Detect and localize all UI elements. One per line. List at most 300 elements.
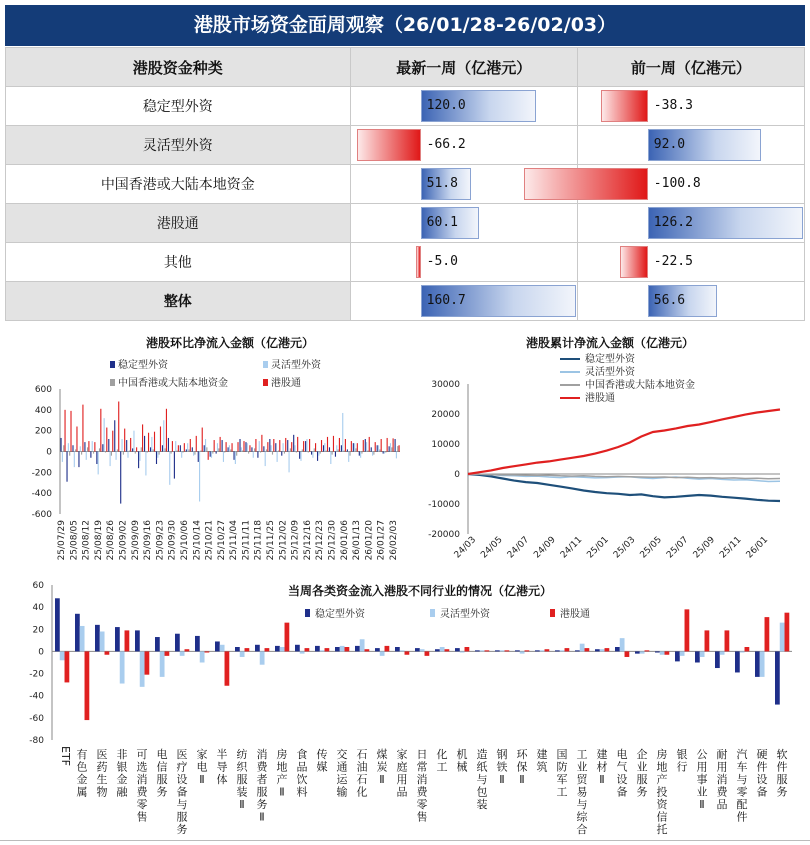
chart2-ytick: -10000 <box>428 500 460 510</box>
chart1-bar <box>347 449 348 451</box>
chart1-bar <box>210 452 211 457</box>
chart3-category-label: 交通运输 <box>336 748 348 799</box>
chart1-bar <box>283 443 284 451</box>
chart3-bar <box>720 651 725 654</box>
chart1-bar <box>395 439 396 452</box>
chart1-legend-label: 灵活型外资 <box>271 360 321 371</box>
chart2-xtick: 25/05 <box>638 535 664 561</box>
chart1-bar <box>64 410 65 452</box>
chart1-bar <box>373 452 374 455</box>
chart2-xtick: 24/09 <box>532 535 558 561</box>
chart1-bar <box>288 452 289 473</box>
chart1-bar <box>317 452 318 461</box>
chart3-category-label: 家庭用品 <box>396 748 408 799</box>
chart3-bar <box>315 646 320 652</box>
chart1-bar <box>216 452 217 454</box>
chart3-legend-swatch <box>430 609 435 617</box>
chart3-bar <box>215 641 220 651</box>
chart3-category-label: 硬件设备 <box>756 748 768 799</box>
chart3-bar <box>600 649 605 651</box>
chart1-bar <box>363 440 364 451</box>
chart1-bar <box>217 443 218 451</box>
chart1-xtick: 25/10/21 <box>204 520 215 561</box>
chart3-bar <box>680 651 685 655</box>
chart1-xtick: 25/08/19 <box>93 520 104 561</box>
chart1-xtick: 26/01/13 <box>352 520 363 561</box>
fund-flow-table <box>5 47 805 321</box>
chart1-bar <box>329 447 330 451</box>
chart3-legend-label: 港股通 <box>560 609 590 620</box>
chart3-bar <box>515 650 520 651</box>
chart3-ytick: -20 <box>29 669 44 680</box>
chart3-ytick: 40 <box>32 603 44 614</box>
chart3-bar <box>280 647 285 651</box>
chart3-category-label: 房地产投资信托 <box>656 748 668 836</box>
row-latest-cell <box>350 87 577 126</box>
chart3-bar <box>620 638 625 651</box>
chart1-bar <box>66 452 67 482</box>
chart3-bar <box>415 648 420 651</box>
chart1-bar <box>299 452 300 459</box>
chart1-bar <box>163 420 164 451</box>
chart1-bar <box>187 443 188 451</box>
chart1-bar <box>389 446 390 451</box>
chart1-bar <box>279 440 280 451</box>
chart3-bar <box>460 651 465 652</box>
chart1-xtick: 25/10/06 <box>179 520 190 561</box>
chart1-bar <box>366 442 367 451</box>
chart1-bar <box>88 441 89 451</box>
chart1-bar <box>321 440 322 451</box>
chart1-bar <box>257 452 258 458</box>
chart2-ytick: 30000 <box>431 380 460 390</box>
chart1-bar <box>311 452 312 455</box>
chart1-bar <box>190 439 191 452</box>
chart1-bar <box>267 442 268 451</box>
chart3-bar <box>560 650 565 651</box>
chart3-category-label: 石油石化 <box>356 748 368 799</box>
chart1-xtick: 25/09/02 <box>118 520 129 561</box>
chart3-bar <box>465 647 470 651</box>
chart3-category-label: 软件服务 <box>776 748 788 799</box>
chart1-bar <box>315 443 316 451</box>
row-latest-value: 60.1 <box>426 215 458 230</box>
chart3-bar <box>760 651 765 676</box>
chart3-bar <box>325 648 330 651</box>
chart1-bar <box>174 452 175 479</box>
chart3-bar <box>160 651 165 676</box>
chart1-bar <box>169 452 170 485</box>
chart1-bar <box>186 449 187 451</box>
chart1-bar <box>92 441 93 451</box>
charts-area <box>0 322 810 842</box>
chart1-xtick: 25/12/02 <box>278 520 289 561</box>
chart3-bar <box>375 648 380 651</box>
chart1-bar <box>372 452 373 456</box>
chart1-legend-label: 稳定型外资 <box>118 360 168 371</box>
chart1-bar <box>162 445 163 451</box>
chart3-category-label: 建筑 <box>536 748 548 774</box>
chart3-category-label: 造纸与包装 <box>476 748 488 811</box>
chart1-bar <box>375 442 376 451</box>
chart3-bar <box>135 630 140 651</box>
chart3-bar <box>105 651 110 654</box>
row-prev-cell <box>577 165 804 204</box>
chart1-bar <box>294 445 295 451</box>
chart1-bar <box>384 452 385 454</box>
chart1-bar <box>198 452 199 462</box>
chart3-bar <box>200 651 205 662</box>
chart1-bar <box>156 452 157 465</box>
chart3-bar <box>345 647 350 651</box>
chart1-bar <box>396 452 397 459</box>
chart1-bar <box>84 442 85 451</box>
row-prev-cell <box>577 126 804 165</box>
chart1-bar <box>135 452 136 454</box>
chart1-bar <box>222 440 223 451</box>
chart1-bar <box>266 449 267 451</box>
chart3-ytick: -80 <box>29 736 44 746</box>
chart3-bar <box>545 649 550 651</box>
chart3-category-label: 医药生物 <box>96 748 108 799</box>
chart1-bar <box>214 440 215 451</box>
chart3-ytick: -40 <box>29 691 44 702</box>
table-row <box>6 243 805 282</box>
chart2-xtick: 26/01 <box>744 535 771 561</box>
chart3-bar <box>485 650 490 651</box>
chart1-bar <box>159 452 160 455</box>
chart1-bar <box>365 439 366 452</box>
chart1-bar <box>105 452 106 453</box>
chart1-bar <box>62 452 63 462</box>
row-prev-cell <box>577 204 804 243</box>
row-category: 其他 <box>6 243 351 282</box>
chart1-bar <box>296 452 297 453</box>
chart3-bar <box>285 623 290 652</box>
chart1-bar <box>123 452 124 455</box>
table-row <box>6 165 805 204</box>
chart3-bar <box>635 651 640 653</box>
chart3-bar <box>240 651 245 657</box>
chart3-bar <box>120 651 125 683</box>
chart3-bar <box>645 650 650 651</box>
chart1-bar <box>106 428 107 452</box>
chart1-bar <box>341 445 342 451</box>
chart1-xtick: 25/12/16 <box>302 520 313 561</box>
chart3-category-label: 工业贸易与综合 <box>576 748 588 836</box>
chart1-bar <box>90 452 91 458</box>
chart2-xtick: 24/05 <box>479 535 505 561</box>
chart1-xtick: 25/07/29 <box>57 520 67 561</box>
negative-bar <box>524 168 648 200</box>
chart1-bar <box>102 444 103 451</box>
chart3-category-label: 公用事业 Ⅱ <box>696 748 708 811</box>
chart1-bar <box>248 452 249 454</box>
chart1-bar <box>378 445 379 451</box>
chart1-bar <box>255 439 256 452</box>
chart1-bar <box>336 445 337 451</box>
chart1-bar <box>318 452 319 456</box>
chart3-ytick: -60 <box>29 713 44 724</box>
chart1-ytick: 200 <box>34 426 52 437</box>
row-latest-cell <box>350 282 577 321</box>
chart1-bar <box>165 448 166 451</box>
chart1-bar <box>281 452 282 456</box>
chart2-ytick: 10000 <box>431 440 460 450</box>
chart1-bar <box>206 447 207 451</box>
chart1-bar <box>108 439 109 452</box>
chart3-bar <box>205 651 210 652</box>
chart1-bar <box>261 435 262 452</box>
chart1-title: 港股环比净流入金额（亿港元） <box>145 336 315 350</box>
chart3-bar <box>395 647 400 651</box>
chart1-bar <box>98 452 99 475</box>
chart1-bar <box>237 442 238 451</box>
chart1-bar <box>188 449 189 451</box>
chart3-legend-swatch <box>550 609 555 617</box>
chart1-xtick: 25/10/27 <box>216 520 227 561</box>
chart3-category-label: 国防军工 <box>556 748 568 799</box>
row-latest-value: 51.8 <box>426 176 458 191</box>
chart3-bar <box>85 651 90 720</box>
chart3-category-label: 医疗设备与服务 <box>176 748 188 836</box>
chart1-bar <box>344 450 345 451</box>
negative-bar <box>416 246 421 278</box>
chart3-bar <box>425 651 430 655</box>
chart3-bar <box>640 651 645 653</box>
chart1-xtick: 25/09/30 <box>167 520 178 561</box>
row-prev-value: -38.3 <box>653 98 693 113</box>
chart1-xtick: 25/08/12 <box>81 520 92 561</box>
chart3-bar <box>335 647 340 651</box>
negative-bar <box>620 246 648 278</box>
chart1-bar <box>291 442 292 451</box>
chart1-bar <box>180 445 181 451</box>
chart1-bar <box>74 452 75 468</box>
row-category: 中国香港或大陆本地资金 <box>6 165 351 204</box>
chart1-bar <box>272 452 273 455</box>
chart1-bar <box>120 452 121 504</box>
chart3-category-label: 半导体 <box>216 748 228 786</box>
row-prev-value: 56.6 <box>653 293 686 308</box>
chart1-bar <box>339 438 340 452</box>
chart1-bar <box>160 427 161 452</box>
chart3-bar <box>725 630 730 651</box>
chart1-bar <box>265 452 266 467</box>
chart3-category-label: 钢铁 Ⅱ <box>496 748 508 786</box>
chart3-bar <box>745 647 750 651</box>
chart1-legend-swatch <box>110 361 115 368</box>
chart1-xtick: 25/11/18 <box>253 520 264 561</box>
chart1-bar <box>277 452 278 462</box>
row-latest-cell <box>350 126 577 165</box>
chart2-legend-label: 港股通 <box>585 393 615 404</box>
chart3-bar <box>700 651 705 657</box>
chart3-bar <box>295 645 300 652</box>
chart1-bar <box>330 452 331 465</box>
chart1-bar <box>309 439 310 452</box>
chart1-bar <box>332 452 333 455</box>
chart1-bar <box>224 452 225 453</box>
chart3-ytick: 20 <box>32 625 44 636</box>
chart1-bar <box>129 450 130 451</box>
chart1-bar <box>175 441 176 451</box>
chart1-xtick: 25/10/14 <box>192 520 203 561</box>
chart1-ytick: 600 <box>34 385 52 395</box>
chart1-xtick: 26/01/27 <box>376 520 387 561</box>
chart3-bar <box>260 651 265 664</box>
chart2-xtick: 25/01 <box>585 535 611 561</box>
chart1-xtick: 25/09/16 <box>143 520 154 561</box>
negative-bar <box>357 129 421 161</box>
chart3-category-label: 电信服务 <box>156 748 168 799</box>
chart3-bar <box>80 626 85 651</box>
chart1-xtick: 26/01/06 <box>339 520 350 561</box>
chart1-bar <box>196 436 197 452</box>
chart1-bar <box>148 433 149 452</box>
chart3-bar <box>500 650 505 651</box>
table-row <box>6 282 805 321</box>
chart1-bar <box>204 445 205 451</box>
chart3-bar <box>655 651 660 652</box>
chart1-bar <box>111 452 112 456</box>
chart3-bar <box>665 651 670 654</box>
chart3-category-label: 非银金融 <box>116 748 128 799</box>
chart1-bar <box>367 450 368 451</box>
chart1-bar <box>139 452 140 461</box>
chart3-bar <box>125 630 130 651</box>
row-prev-cell <box>577 87 804 126</box>
chart3-bar <box>445 649 450 651</box>
chart3-bar <box>585 648 590 651</box>
chart1-bar <box>150 447 151 451</box>
chart1-xtick: 25/08/26 <box>106 520 117 561</box>
row-prev-value: 126.2 <box>653 215 693 230</box>
chart1-bar <box>194 452 195 455</box>
chart1-xtick: 25/11/25 <box>266 520 277 561</box>
chart1-bar <box>305 441 306 451</box>
chart1-bar <box>353 443 354 451</box>
chart1-bar <box>193 452 194 456</box>
chart1-bar <box>112 431 113 452</box>
chart1-bar <box>369 437 370 452</box>
chart1-bar <box>151 437 152 452</box>
chart1-bar <box>96 452 97 465</box>
chart2-xtick: 25/03 <box>611 535 638 561</box>
chart1-ytick: 400 <box>34 405 52 416</box>
chart1-bar <box>303 441 304 451</box>
chart3-bar <box>785 613 790 652</box>
chart1-bar <box>104 418 105 451</box>
chart1-bar <box>63 445 64 451</box>
chart3-bar <box>175 634 180 652</box>
chart1-bar <box>390 443 391 451</box>
chart1-bar <box>87 447 88 451</box>
chart3-bar <box>195 636 200 652</box>
chart3-bar <box>705 630 710 651</box>
chart3-bar <box>580 644 585 652</box>
chart1-bar <box>385 452 386 453</box>
chart1-bar <box>118 402 119 452</box>
chart1-bar <box>168 438 169 452</box>
chart1-bar <box>360 452 361 458</box>
row-category: 稳定型外资 <box>6 87 351 126</box>
chart3-bar <box>475 650 480 651</box>
chart1-legend-swatch <box>263 361 268 368</box>
chart3-category-label: ETF <box>59 746 72 766</box>
chart3-bar <box>305 648 310 651</box>
row-category: 港股通 <box>6 204 351 243</box>
chart1-bar <box>335 452 336 457</box>
chart1-ytick: -600 <box>31 510 52 520</box>
chart1-bar <box>379 449 380 451</box>
chart1-bar <box>235 452 236 465</box>
chart3-category-label: 传媒 <box>316 748 328 774</box>
chart1-bar <box>355 448 356 451</box>
chart1-bar <box>99 448 100 451</box>
chart1-bar <box>68 443 69 451</box>
chart3-bar <box>300 651 305 653</box>
chart1-legend-swatch <box>263 379 268 386</box>
chart1-bar <box>273 439 274 452</box>
chart3-bar <box>775 651 780 704</box>
chart3-category-label: 日常消费零售 <box>416 748 428 824</box>
chart3-bar <box>455 648 460 651</box>
chart3-bar <box>60 651 65 660</box>
chart2-line-4 <box>468 410 780 475</box>
chart1-bar <box>220 437 221 452</box>
chart1-bar <box>75 449 76 451</box>
row-latest-value: -5.0 <box>426 254 458 269</box>
chart1-bar <box>72 445 73 451</box>
chart3-bar <box>340 646 345 652</box>
chart3-category-label: 房地产 Ⅱ <box>276 748 288 799</box>
chart1-bar <box>126 440 127 451</box>
chart1-bar <box>327 437 328 452</box>
chart1-bar <box>383 452 384 454</box>
chart3-bar <box>480 650 485 651</box>
chart1-bar <box>230 449 231 451</box>
chart1-bar <box>147 452 148 453</box>
chart1-bar <box>130 438 131 452</box>
chart1-bar <box>393 438 394 451</box>
chart1-bar <box>306 439 307 452</box>
page-title: 港股市场资金面周观察（26/01/28-26/02/03） <box>5 5 805 46</box>
chart3-bar <box>715 651 720 668</box>
chart3-bar <box>380 651 385 655</box>
chart1-bar <box>76 427 77 452</box>
chart3-legend-label: 灵活型外资 <box>440 609 490 620</box>
chart3-ytick: 60 <box>32 581 44 591</box>
chart1-bar <box>110 452 111 467</box>
chart1-bar <box>153 449 154 451</box>
chart1-bar <box>278 450 279 451</box>
chart3-bar <box>320 650 325 651</box>
row-prev-cell <box>577 243 804 282</box>
table-row <box>6 204 805 243</box>
chart1-bar <box>338 449 339 451</box>
chart3-bar <box>565 648 570 651</box>
chart1-bar <box>361 452 362 454</box>
chart3-bar <box>165 651 170 655</box>
chart3-bar <box>155 637 160 651</box>
chart1-bar <box>377 445 378 451</box>
chart3-bar <box>225 651 230 685</box>
chart2-xtick: 24/11 <box>558 535 585 561</box>
chart1-bar <box>300 452 301 461</box>
chart1-bar <box>69 452 70 456</box>
chart1-bar <box>208 452 209 460</box>
